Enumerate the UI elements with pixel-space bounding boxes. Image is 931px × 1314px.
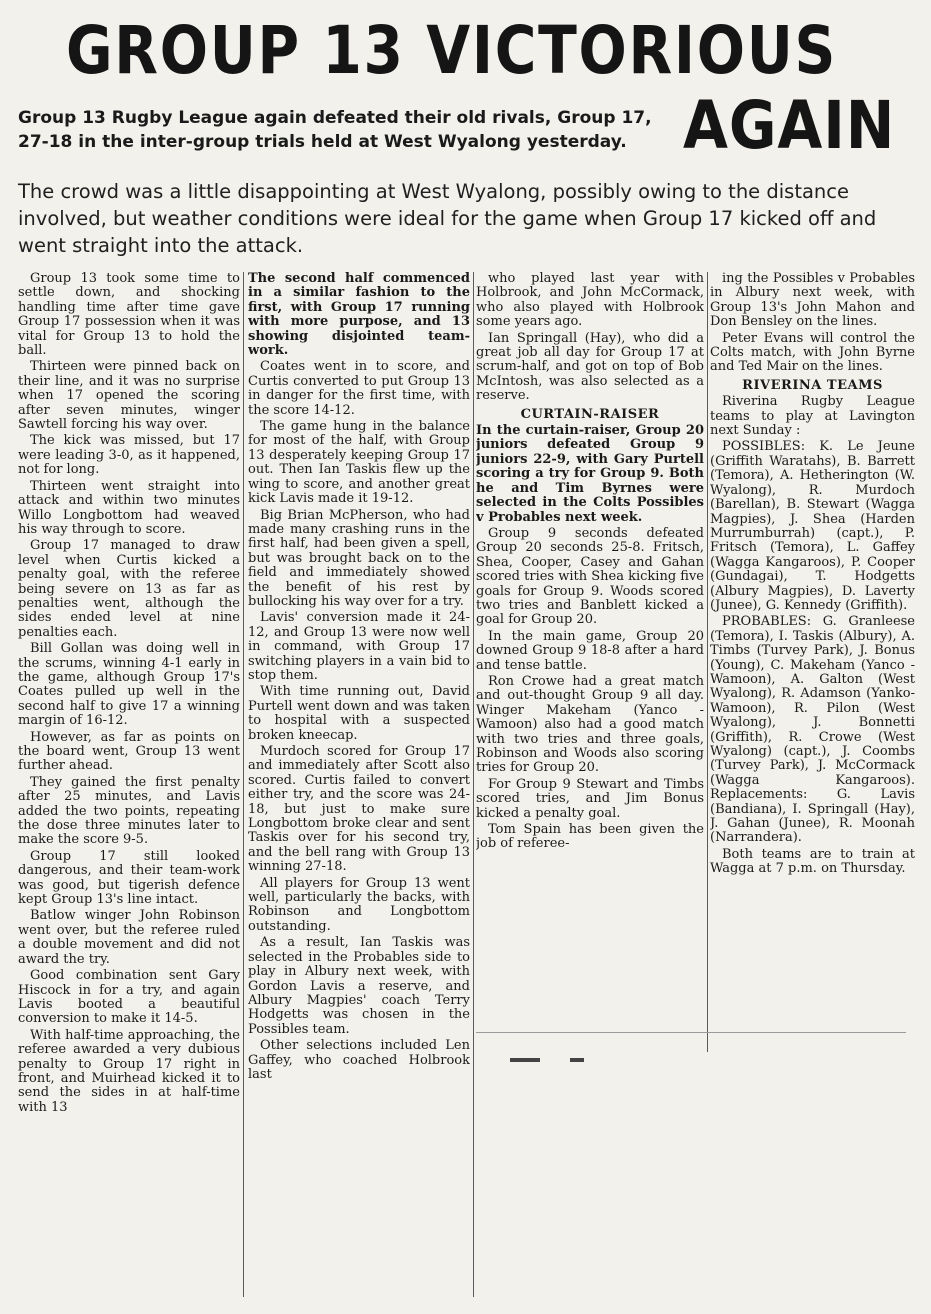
end-mark bbox=[510, 1058, 540, 1062]
column-rule bbox=[243, 272, 244, 1297]
paragraph: The game hung in the balance for most of the half, with Group 13 desperately keeping Group 17 out. Then Ian Taskis flew up the wing to score, and another great kick Lavis made it 19-12. bbox=[248, 419, 470, 507]
paragraph: Ian Springall (Hay), who did a great job all day for Group 17 at scrum-half, and got on top of Bob McIntosh, was also selected as a reserve. bbox=[476, 330, 704, 404]
paragraph: Good combination sent Gary Hiscock in for a try, and again Lavis booted a beautiful conversion to make it 14-5. bbox=[18, 968, 240, 1027]
team-list-probables: PROBABLES: G. Granleese (Temora), I. Taskis (Albury), A. Timbs (Turvey Park), J. Bonus (Young), C. Makeham (Yanco - Wamoon), A. Galton (West Wyalong), R. Adamson (Yanko-Wamoon), R. Pilon (West Wyalong), J. Bonnetti (Griffith), R. Crowe (West Wyalong) (capt.), J. Coombs (Turvey Park), J. McCormack (Wagga Kangaroos). Replacements: G. Lavis (Bandiana), I. Springall (Hay), J. Gahan (Junee), R. Moonah (Narrandera). bbox=[710, 614, 915, 846]
paragraph: As a result, Ian Taskis was selected in the Probables side to play in Albury next week, with Gordon Lavis a reserve, and Albury Magpies' coach Terry Hodgetts was chosen in the Possibles team. bbox=[248, 935, 470, 1037]
paragraph: Tom Spain has been given the job of referee- bbox=[476, 822, 704, 852]
paragraph: With half-time approaching, the referee awarded a very dubious penalty to Group 17 right in front, and Muirhead kicked it to send the sides in at half-time with 13 bbox=[18, 1027, 240, 1115]
paragraph: They gained the first penalty after 25 minutes, and Lavis added the two points, repeating the dose three minutes later to make the score 9-5. bbox=[18, 774, 240, 848]
paragraph: Big Brian McPherson, who had made many crashing runs in the first half, had been given a spell, but was brought back on to the field and immediately showed the benefit of his rest by bullocking his way over for a try. bbox=[248, 507, 470, 609]
paragraph: Riverina Rugby League teams to play at Lavington next Sunday : bbox=[710, 394, 915, 439]
paragraph: With time running out, David Purtell went down and was taken to hospital with a suspected broken kneecap. bbox=[248, 684, 470, 743]
paragraph: All players for Group 13 went well, particularly the backs, with Robinson and Longbottom outstanding. bbox=[248, 875, 470, 934]
column-2 bbox=[248, 272, 470, 1302]
paragraph: Other selections included Len Gaffey, who coached Holbrook last bbox=[248, 1038, 470, 1082]
paragraph: Thirteen went straight into attack and within two minutes Willo Longbottom had weaved his way through to score. bbox=[18, 478, 240, 537]
column-rule bbox=[473, 272, 474, 1297]
paragraph: Lavis' conversion made it 24-12, and Group 13 were now well in command, with Group 17 switching players in a vain bid to stop them. bbox=[248, 610, 470, 683]
paragraph: Group 17 still looked dangerous, and their team-work was good, but tigerish defence kept Group 13's line intact. bbox=[18, 848, 240, 908]
headline: GROUP 13 VICTORIOUS bbox=[66, 12, 838, 89]
standfirst: The crowd was a little disappointing at West Wyalong, possibly owing to the distance involved, but weather conditions were ideal for the game when Group 17 kicked off and went straight into the attack. bbox=[18, 180, 877, 257]
paragraph: Peter Evans will control the Colts match, with John Byrne and Ted Mair on the lines. bbox=[710, 330, 915, 375]
column-end-rule bbox=[476, 1032, 906, 1033]
deck: Group 13 Rugby League again defeated their old rivals, Group 17, 27-18 in the inter-group trials held at West Wyalong yesterday. bbox=[18, 108, 652, 152]
bold-lead-paragraph: The second half commenced in a similar fashion to the first, with Group 17 running with more purpose, and 13 showing disjointed team-work. bbox=[248, 272, 470, 359]
paragraph: Both teams are to train at Wagga at 7 p.m. on Thursday. bbox=[710, 846, 915, 877]
paragraph: Thirteen were pinned back on their line, and it was no surprise when 17 opened the scoring after seven minutes, winger Sawtell forcing his way over. bbox=[18, 359, 240, 433]
paragraph: For Group 9 Stewart and Timbs scored tries, and Jim Bonus kicked a penalty goal. bbox=[476, 776, 704, 821]
end-mark bbox=[570, 1058, 584, 1062]
paragraph: Group 9 seconds defeated Group 20 seconds 25-8. Fritsch, Shea, Cooper, Casey and Gahan scored tries with Shea kicking five goals for Group 9. Woods scored two tries and Banblett kicked a goal for Group 20. bbox=[476, 525, 704, 628]
team-list-possibles: POSSIBLES: K. Le Jeune (Griffith Waratahs), B. Barrett (Temora), A. Hetherington (W. Wyalong), R. Murdoch (Barellan), B. Stewart (Wagga Magpies), J. Shea (Harden Murrumburrah) (capt.), P. Fritsch (Temora), L. Gaffey (Wagga Kangaroos), P. Cooper (Gundagai), T. Hodgetts (Albury Magpies), D. Laverty (Junee), G. Kennedy (Griffith). bbox=[710, 439, 915, 613]
subheading: RIVERINA TEAMS bbox=[742, 377, 883, 393]
subheading: CURTAIN-RAISER bbox=[520, 406, 660, 422]
paragraph: Group 13 took some time to settle down, and shocking handling time after time gave Group 17 possession when it was vital for Group 13 to hold the ball. bbox=[18, 272, 240, 359]
column-4 bbox=[710, 272, 915, 1062]
paragraph: who played last year with Holbrook, and John McCormack, who also played with Holbrook some years ago. bbox=[476, 272, 704, 330]
paragraph: In the main game, Group 20 downed Group 9 18-8 after a hard and tense battle. bbox=[476, 628, 704, 673]
column-rule bbox=[707, 272, 708, 1052]
paragraph: However, as far as points on the board went, Group 13 went further ahead. bbox=[18, 729, 240, 774]
paragraph: Murdoch scored for Group 17 and immediately after Scott also scored. Curtis failed to convert either try, and the score was 24-18, but just to make sure Longbottom broke clear and sent Taskis over for his second try, and the bell rang with Group 13 winning 27-18. bbox=[248, 744, 470, 875]
bold-lead-paragraph: In the curtain-raiser, Group 20 juniors defeated Group 9 juniors 22-9, with Gary Purtell scoring a try for Group 9. Both he and Tim Byrnes were selected in the Colts Possibles v Probables next week. bbox=[476, 423, 704, 525]
paragraph: The kick was missed, but 17 were leading 3-0, as it happened, not for long. bbox=[18, 433, 240, 478]
paragraph: Ron Crowe had a great match and out-thought Group 9 all day. Winger Makeham (Yanco - Wamoon) also had a good match with two tries and three goals, Robinson and Woods also scoring tries for Group 20. bbox=[476, 673, 704, 776]
paragraph: Coates went in to score, and Curtis converted to put Group 13 in danger for the first time, with the score 14-12. bbox=[248, 359, 470, 418]
column-3 bbox=[476, 272, 704, 1062]
headline-continued: AGAIN bbox=[683, 87, 896, 164]
paragraph: Group 17 managed to draw level when Curtis kicked a penalty goal, with the referee being severe on 13 as far as penalties went, although the sides ended level at nine penalties each. bbox=[18, 538, 240, 640]
paragraph: Bill Gollan was doing well in the scrums, winning 4-1 early in the game, although Group 17's Coates pulled up well in the second half to give 17 a winning margin of 16-12. bbox=[18, 641, 240, 729]
paragraph: Batlow winger John Robinson went over, but the referee ruled a double movement and did not award the try. bbox=[18, 908, 240, 967]
column-1 bbox=[18, 272, 240, 1302]
paragraph: ing the Possibles v Probables in Albury next week, with Group 13's John Mahon and Don Bensley on the lines. bbox=[710, 272, 915, 330]
